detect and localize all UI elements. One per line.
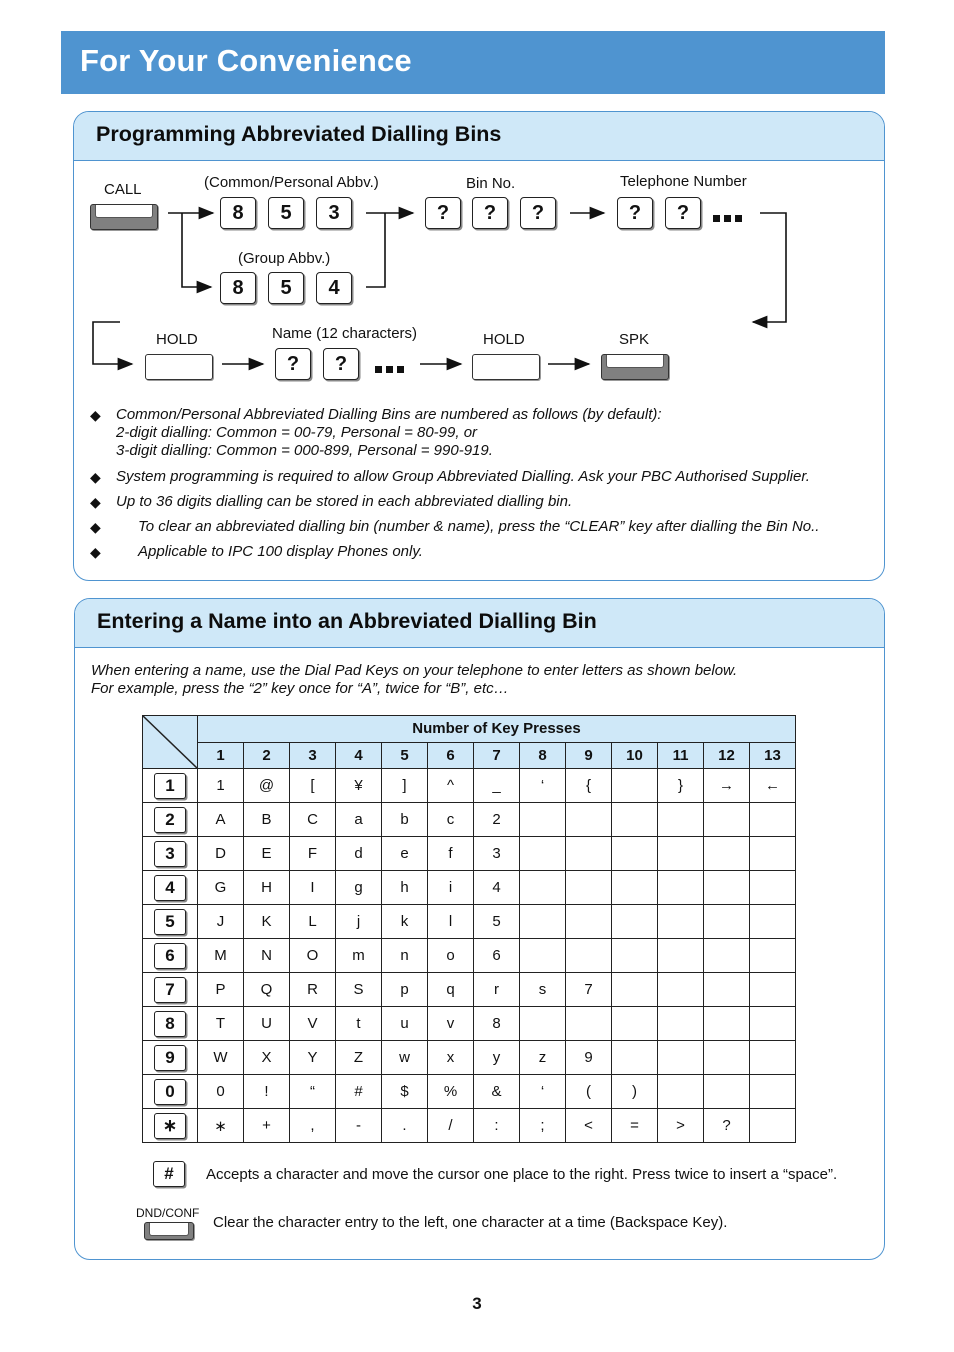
table-row — [143, 973, 796, 1007]
dial-key[interactable]: 7 — [154, 977, 186, 1003]
tel-continuation-dots — [713, 209, 746, 225]
table-cell — [520, 803, 566, 837]
row-key-cell — [143, 905, 198, 939]
dnd-conf-note: Clear the character entry to the left, one character at a time (Backspace Key). — [213, 1214, 728, 1231]
table-cell: E — [244, 837, 290, 871]
table-cell: ^ — [428, 769, 474, 803]
table-row — [143, 803, 796, 837]
table-cell: . — [382, 1109, 428, 1143]
table-cell: K — [244, 905, 290, 939]
table-cell: # — [336, 1075, 382, 1109]
table-cell: ? — [704, 1109, 750, 1143]
table-cell: J — [198, 905, 244, 939]
page-number: 3 — [472, 1294, 482, 1313]
table-cell: 2 — [474, 803, 520, 837]
key-bin-3[interactable]: ? — [520, 197, 556, 229]
column-header: 5 — [382, 742, 428, 769]
table-cell — [658, 905, 704, 939]
dial-key[interactable]: 0 — [154, 1079, 186, 1105]
table-cell — [704, 1007, 750, 1041]
table-cell: s — [520, 973, 566, 1007]
table-cell — [704, 905, 750, 939]
row-key-cell — [143, 1007, 198, 1041]
table-row — [143, 905, 796, 939]
column-header: 7 — [474, 742, 520, 769]
dnd-conf-key[interactable] — [144, 1222, 194, 1240]
table-cell — [750, 905, 796, 939]
table-cell: j — [336, 905, 382, 939]
table-cell: x — [428, 1041, 474, 1075]
dial-key[interactable]: 1 — [154, 773, 186, 799]
table-cell — [704, 871, 750, 905]
table-cell — [750, 1007, 796, 1041]
table-cell — [704, 939, 750, 973]
table-cell: < — [566, 1109, 612, 1143]
table-cell: f — [428, 837, 474, 871]
table-cell: O — [290, 939, 336, 973]
table-cell — [658, 837, 704, 871]
table-cell: : — [474, 1109, 520, 1143]
table-cell: p — [382, 973, 428, 1007]
group-label: (Group Abbv.) — [238, 250, 331, 267]
table-cell: 7 — [566, 973, 612, 1007]
table-cell — [750, 1075, 796, 1109]
table-cell: w — [382, 1041, 428, 1075]
table-cell: Z — [336, 1041, 382, 1075]
bullet-diamond-icon: ◆ — [90, 544, 101, 560]
key-group-2[interactable]: 5 — [268, 272, 304, 304]
table-cell — [658, 803, 704, 837]
note-text: To clear an abbreviated dialling bin (number & name), press the “CLEAR” key after dialling the Bin No.. — [138, 518, 820, 535]
column-header: 8 — [520, 742, 566, 769]
table-row — [143, 1075, 796, 1109]
table-cell — [566, 837, 612, 871]
dial-key[interactable]: 4 — [154, 875, 186, 901]
table-cell — [658, 1007, 704, 1041]
table-cell: c — [428, 803, 474, 837]
table-cell: b — [382, 803, 428, 837]
table-row — [143, 1041, 796, 1075]
table-cell: F — [290, 837, 336, 871]
table-cell: Y — [290, 1041, 336, 1075]
row-key-cell — [143, 1109, 198, 1143]
table-cell: @ — [244, 769, 290, 803]
table-cell — [612, 837, 658, 871]
table-row — [143, 1109, 796, 1143]
row-key-cell — [143, 837, 198, 871]
key-common-3[interactable]: 3 — [316, 197, 352, 229]
table-row — [143, 837, 796, 871]
hold-key-2[interactable] — [472, 354, 540, 380]
note-text: Common/Personal Abbreviated Dialling Bins are numbered as follows (by default): — [116, 406, 662, 423]
table-cell: 9 — [566, 1041, 612, 1075]
table-cell — [658, 939, 704, 973]
table-cell: X — [244, 1041, 290, 1075]
table-cell — [750, 871, 796, 905]
table-cell: q — [428, 973, 474, 1007]
table-cell: g — [336, 871, 382, 905]
bullet-diamond-icon: ◆ — [90, 519, 101, 535]
table-cell: I — [290, 871, 336, 905]
table-cell — [658, 1075, 704, 1109]
row-key-cell — [143, 871, 198, 905]
bullet-diamond-icon: ◆ — [90, 407, 101, 423]
programming-section-title: Programming Abbreviated Dialling Bins — [96, 122, 502, 146]
column-header: 1 — [198, 742, 244, 769]
table-cell: ¥ — [336, 769, 382, 803]
table-cell — [750, 803, 796, 837]
row-key-cell — [143, 769, 198, 803]
line-group-to-bin — [366, 213, 385, 287]
table-cell: - — [336, 1109, 382, 1143]
page-title: For Your Convenience — [80, 43, 412, 78]
table-cell: ) — [612, 1075, 658, 1109]
column-header: 12 — [704, 742, 750, 769]
table-cell: ; — [520, 1109, 566, 1143]
table-cell: % — [428, 1075, 474, 1109]
table-row — [143, 871, 796, 905]
table-cell: k — [382, 905, 428, 939]
table-cell — [520, 939, 566, 973]
table-cell — [704, 803, 750, 837]
bullet-diamond-icon: ◆ — [90, 469, 101, 485]
table-cell — [658, 871, 704, 905]
key-press-table — [142, 715, 796, 1143]
table-cell — [566, 1007, 612, 1041]
table-cell — [612, 803, 658, 837]
note-text: Up to 36 digits dialling can be stored in each abbreviated dialling bin. — [116, 493, 573, 510]
key-common-2[interactable]: 5 — [268, 197, 304, 229]
table-cell: B — [244, 803, 290, 837]
table-cell: 0 — [198, 1075, 244, 1109]
name-label: Name (12 characters) — [272, 325, 418, 342]
table-cell: “ — [290, 1075, 336, 1109]
table-row — [143, 769, 796, 803]
table-cell: W — [198, 1041, 244, 1075]
dial-key[interactable]: 5 — [154, 909, 186, 935]
table-cell — [750, 1109, 796, 1143]
table-cell: & — [474, 1075, 520, 1109]
table-cell: ( — [566, 1075, 612, 1109]
column-header: 11 — [658, 742, 704, 769]
column-header: 3 — [290, 742, 336, 769]
table-cell: t — [336, 1007, 382, 1041]
table-cell: + — [244, 1109, 290, 1143]
table-cell: a — [336, 803, 382, 837]
table-cell: V — [290, 1007, 336, 1041]
call-key[interactable] — [90, 204, 158, 230]
table-cell — [612, 1041, 658, 1075]
dial-key[interactable]: 2 — [154, 807, 186, 833]
table-cell: i — [428, 871, 474, 905]
spk-label: SPK — [619, 331, 650, 348]
table-cell: _ — [474, 769, 520, 803]
table-cell: Q — [244, 973, 290, 1007]
column-header: 9 — [566, 742, 612, 769]
dial-key[interactable]: 3 — [154, 841, 186, 867]
table-cell: S — [336, 973, 382, 1007]
table-cell — [566, 871, 612, 905]
column-header-row — [143, 742, 796, 769]
key-name-1[interactable]: ? — [275, 348, 311, 380]
name-continuation-dots — [375, 360, 408, 376]
table-cell: ] — [382, 769, 428, 803]
hash-key[interactable]: # — [153, 1161, 185, 1187]
common-personal-label: (Common/Personal Abbv.) — [204, 174, 379, 191]
table-cell: P — [198, 973, 244, 1007]
table-cell — [566, 803, 612, 837]
table-cell: 1 — [198, 769, 244, 803]
key-name-2[interactable]: ? — [323, 348, 359, 380]
key-common-1[interactable]: 8 — [220, 197, 256, 229]
corner-diagonal — [143, 716, 197, 768]
arrow-call-to-group — [182, 213, 211, 287]
table-cell — [612, 769, 658, 803]
table-cell: → — [704, 769, 750, 803]
table-cell: m — [336, 939, 382, 973]
name-entry-section-header — [75, 599, 884, 648]
call-label: CALL — [104, 181, 142, 198]
table-cell: M — [198, 939, 244, 973]
column-header: 6 — [428, 742, 474, 769]
intro-line: When entering a name, use the Dial Pad Keys on your telephone to enter letters as shown below. — [91, 662, 738, 679]
table-cell: r — [474, 973, 520, 1007]
table-cell: / — [428, 1109, 474, 1143]
table-cell: l — [428, 905, 474, 939]
column-header: 13 — [750, 742, 796, 769]
table-cell — [520, 837, 566, 871]
table-cell: N — [244, 939, 290, 973]
table-cell: ! — [244, 1075, 290, 1109]
table-header: Number of Key Presses — [198, 716, 796, 743]
table-cell — [750, 973, 796, 1007]
table-cell: D — [198, 837, 244, 871]
name-entry-intro — [91, 662, 737, 698]
table-row — [143, 1007, 796, 1041]
key-bin-2[interactable]: ? — [472, 197, 508, 229]
key-tel-2[interactable]: ? — [665, 197, 701, 229]
column-header: 4 — [336, 742, 382, 769]
table-cell: h — [382, 871, 428, 905]
table-cell — [520, 871, 566, 905]
table-cell: H — [244, 871, 290, 905]
spk-key[interactable] — [601, 354, 669, 380]
table-cell — [704, 1041, 750, 1075]
dial-key[interactable]: 6 — [154, 943, 186, 969]
arrow-to-hold — [93, 322, 132, 364]
table-cell — [612, 1007, 658, 1041]
table-cell: 5 — [474, 905, 520, 939]
dial-key[interactable]: ∗ — [154, 1113, 186, 1139]
arrow-tel-return — [753, 213, 786, 322]
table-cell: e — [382, 837, 428, 871]
note-text: 2-digit dialling: Common = 00-79, Personal = 80-99, or — [116, 424, 478, 441]
table-corner — [143, 716, 198, 769]
intro-line: For example, press the “2” key once for “A”, twice for “B”, etc… — [91, 680, 509, 697]
table-cell — [750, 837, 796, 871]
table-cell: z — [520, 1041, 566, 1075]
bin-no-label: Bin No. — [466, 175, 516, 192]
dial-key[interactable]: 8 — [154, 1011, 186, 1037]
table-cell — [566, 939, 612, 973]
hold-label-1: HOLD — [156, 331, 198, 348]
telephone-number-label: Telephone Number — [620, 173, 747, 190]
table-cell: ← — [750, 769, 796, 803]
table-cell: { — [566, 769, 612, 803]
table-cell: d — [336, 837, 382, 871]
name-entry-section-title: Entering a Name into an Abbreviated Dialling Bin — [97, 609, 597, 633]
table-cell: 8 — [474, 1007, 520, 1041]
hold-key-1[interactable] — [145, 354, 213, 380]
table-cell: G — [198, 871, 244, 905]
table-cell: C — [290, 803, 336, 837]
table-cell — [566, 905, 612, 939]
hold-label-2: HOLD — [483, 331, 525, 348]
table-cell: } — [658, 769, 704, 803]
table-cell — [750, 939, 796, 973]
table-cell — [704, 1075, 750, 1109]
table-cell: = — [612, 1109, 658, 1143]
table-cell — [612, 905, 658, 939]
dnd-conf-label: DND/CONF — [136, 1206, 200, 1220]
table-cell — [520, 905, 566, 939]
table-cell: 6 — [474, 939, 520, 973]
table-cell — [704, 973, 750, 1007]
table-cell: ‘ — [520, 769, 566, 803]
table-cell: U — [244, 1007, 290, 1041]
table-cell: ∗ — [198, 1109, 244, 1143]
table-row — [143, 939, 796, 973]
column-header: 2 — [244, 742, 290, 769]
key-bin-1[interactable]: ? — [425, 197, 461, 229]
key-group-1[interactable]: 8 — [220, 272, 256, 304]
row-key-cell — [143, 939, 198, 973]
table-cell: A — [198, 803, 244, 837]
note-text: 3-digit dialling: Common = 000-899, Personal = 990-919. — [116, 442, 493, 459]
table-cell: [ — [290, 769, 336, 803]
table-cell — [612, 973, 658, 1007]
table-cell — [658, 973, 704, 1007]
table-cell: L — [290, 905, 336, 939]
table-cell — [658, 1041, 704, 1075]
table-cell: > — [658, 1109, 704, 1143]
table-cell — [612, 939, 658, 973]
table-cell: , — [290, 1109, 336, 1143]
note-text: Applicable to IPC 100 display Phones only. — [138, 543, 423, 560]
table-cell: R — [290, 973, 336, 1007]
row-key-cell — [143, 973, 198, 1007]
table-cell: u — [382, 1007, 428, 1041]
key-tel-1[interactable]: ? — [617, 197, 653, 229]
table-cell: n — [382, 939, 428, 973]
dial-key[interactable]: 9 — [154, 1045, 186, 1071]
column-header: 10 — [612, 742, 658, 769]
table-cell — [520, 1007, 566, 1041]
bullet-diamond-icon: ◆ — [90, 494, 101, 510]
table-cell: $ — [382, 1075, 428, 1109]
table-cell: ‘ — [520, 1075, 566, 1109]
table-cell: o — [428, 939, 474, 973]
row-key-cell — [143, 1075, 198, 1109]
note-text: System programming is required to allow Group Abbreviated Dialling. Ask your PBC Authorised Supplier. — [116, 468, 810, 485]
row-key-cell — [143, 1041, 198, 1075]
table-cell — [612, 871, 658, 905]
table-cell — [750, 1041, 796, 1075]
table-cell: y — [474, 1041, 520, 1075]
table-cell: v — [428, 1007, 474, 1041]
table-cell: T — [198, 1007, 244, 1041]
table-cell: 4 — [474, 871, 520, 905]
key-group-3[interactable]: 4 — [316, 272, 352, 304]
table-cell: 3 — [474, 837, 520, 871]
hash-key-note: Accepts a character and move the cursor one place to the right. Press twice to insert a “space”. — [206, 1166, 838, 1183]
row-key-cell — [143, 803, 198, 837]
table-cell — [704, 837, 750, 871]
